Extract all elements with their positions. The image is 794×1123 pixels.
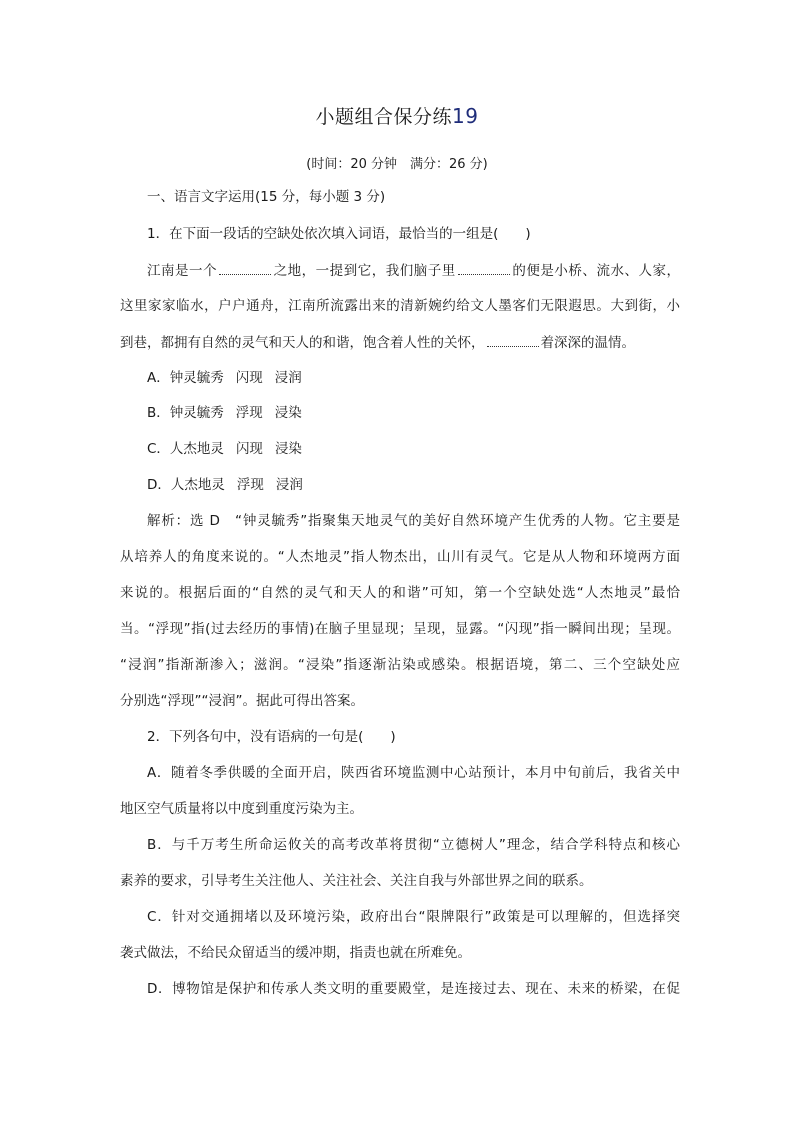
blank-1 [219, 260, 271, 275]
analysis-line-6: 分别选“浮现”“浸润”。据此可得出答案。 [120, 693, 364, 709]
option-d: D．人杰地灵 浮现 浸润 [147, 477, 303, 493]
question-1-passage-line-2: 这里家家临水，户户通舟，江南所流露出来的清新婉约给文人墨客们无限遐思。大到街，小 [120, 298, 680, 314]
section-heading: 一、语言文字运用(15 分，每小题 3 分) [147, 189, 386, 205]
page-title-number: 19 [452, 104, 479, 128]
question-1-passage-line-1: 江南是一个 之地，一提到它，我们脑子里 的便是小桥、流水、人家， [147, 260, 680, 281]
analysis-line-5: “浸润”指渐渐渗入；滋润。“浸染”指逐渐沾染或感染。根据语境，第二、三个空缺处应 [120, 657, 680, 673]
analysis-line-3: 来说的。根据后面的“自然的灵气和天人的和谐”可知，第一个空缺处选“人杰地灵”最恰 [120, 585, 680, 601]
option-c: C．人杰地灵 闪现 浸染 [147, 441, 302, 457]
question-2-stem: 2．下列各句中，没有语病的一句是( ) [147, 729, 396, 745]
page-title [0, 102, 794, 129]
option-a: A．钟灵毓秀 闪现 浸润 [147, 370, 302, 386]
option-b: B．钟灵毓秀 浮现 浸染 [147, 405, 302, 421]
time-score-info: (时间：20 分钟 满分：26 分) [306, 157, 488, 172]
question-1-stem: 1．在下面一段话的空缺处依次填入词语，最恰当的一组是( ) [147, 226, 531, 242]
question-2-option-b-line-2: 素养的要求，引导考生关注他人、关注社会、关注自我与外部世界之间的联系。 [120, 873, 593, 889]
blank-3 [487, 332, 539, 347]
question-2-option-a-line-1: A．随着冬季供暖的全面开启，陕西省环境监测中心站预计，本月中旬前后，我省关中 [147, 765, 680, 781]
question-2-option-b-line-1: B．与千万考生所命运攸关的高考改革将贯彻“立德树人”理念，结合学科特点和核心 [147, 837, 680, 853]
question-1-passage-line-3: 到巷，都拥有自然的灵气和天人的和谐，饱含着人性的关怀， 着深深的温情。 [120, 332, 680, 353]
analysis-line-2: 从培养人的角度来说的。“人杰地灵”指人物杰出，山川有灵气。它是从人物和环境两方面 [120, 549, 680, 565]
analysis-line-1: 解析：选 D “钟灵毓秀”指聚集天地灵气的美好自然环境产生优秀的人物。它主要是 [147, 513, 680, 529]
question-2-option-c-line-1: C．针对交通拥堵以及环境污染，政府出台“限牌限行”政策是可以理解的，但选择突 [147, 909, 680, 925]
question-2-option-a-line-2: 地区空气质量将以中度到重度污染为主。 [120, 801, 363, 817]
page-title-text: 小题组合保分练 [315, 106, 453, 128]
question-2-option-c-line-2: 袭式做法，不给民众留适当的缓冲期，指责也就在所难免。 [120, 945, 471, 961]
question-2-option-d-line-1: D．博物馆是保护和传承人类文明的重要殿堂，是连接过去、现在、未来的桥梁，在促 [147, 981, 680, 997]
analysis-line-4: 当。“浮现”指(过去经历的事情)在脑子里显现；呈现，显露。“闪现”指一瞬间出现；呈现。 [120, 621, 680, 637]
blank-2 [458, 260, 510, 275]
